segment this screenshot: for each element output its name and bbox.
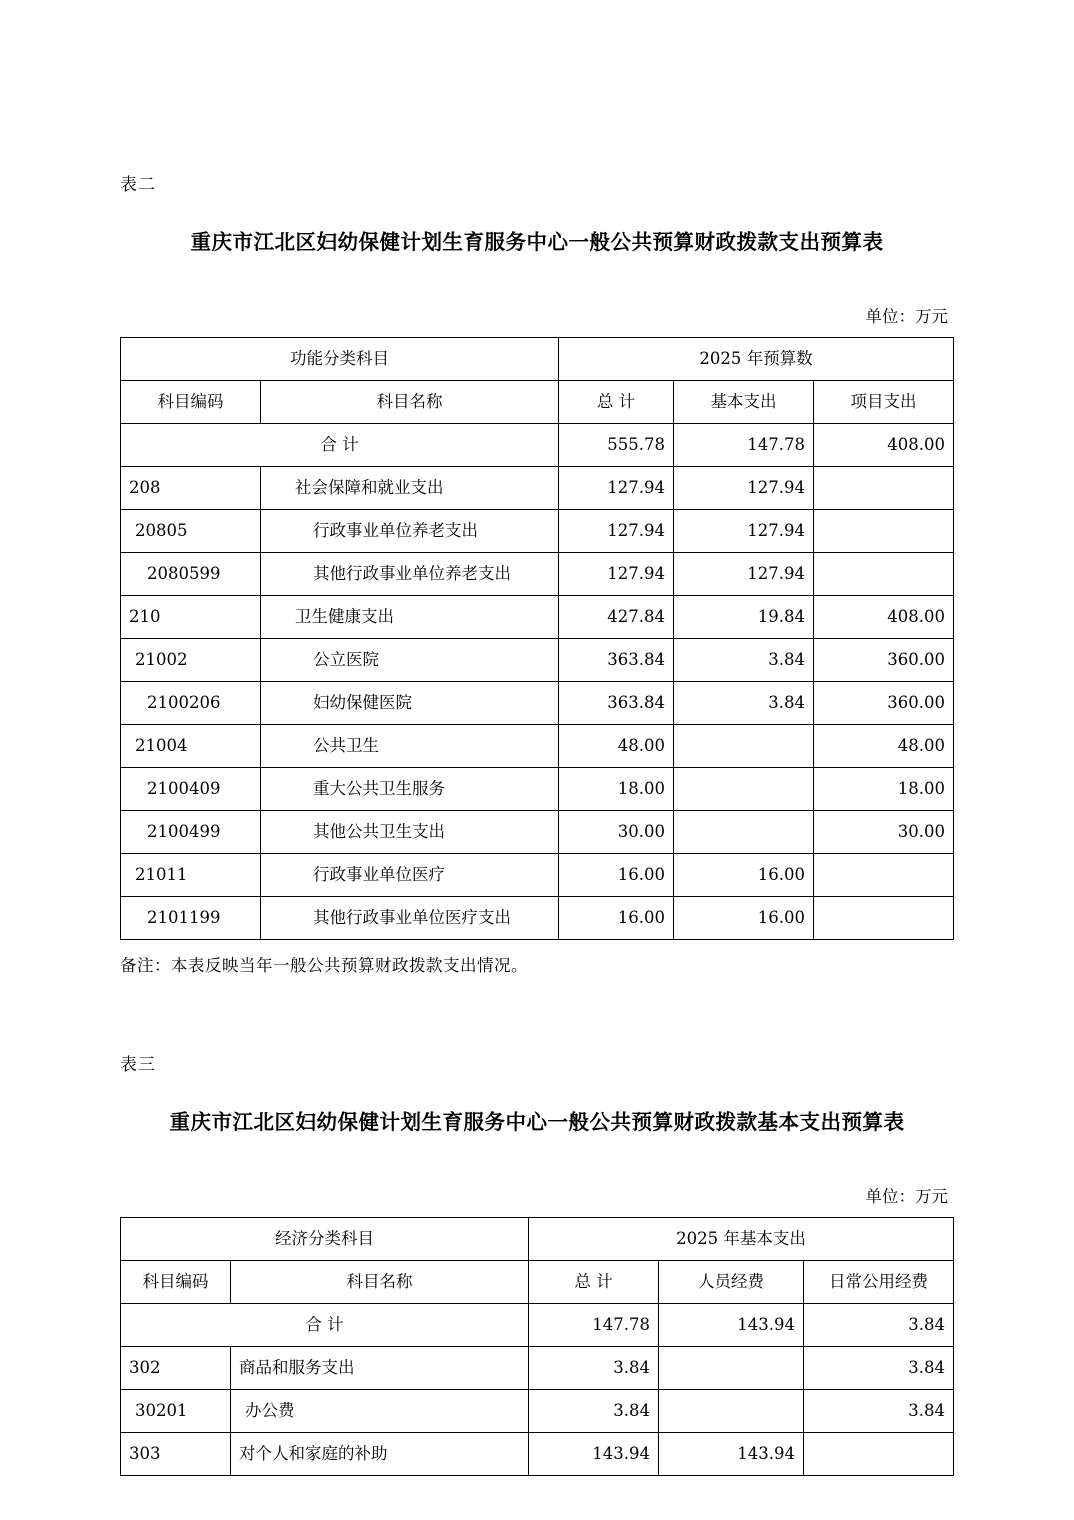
row-total: 3.84 [528,1390,658,1433]
row-project: 360.00 [813,639,953,682]
row-name: 行政事业单位医疗 [261,854,559,897]
row-project [813,467,953,510]
page-title-table-3: 重庆市江北区妇幼保健计划生育服务中心一般公共预算财政拨款基本支出预算表 [169,1110,905,1134]
column-header-code: 科目编码 [121,1261,231,1304]
row-total: 127.94 [558,553,673,596]
row-basic: 3.84 [673,639,813,682]
column-header-personnel: 人员经费 [658,1261,803,1304]
row-project: 48.00 [813,725,953,768]
unit-label-table-3: 单位：万元 [865,1187,948,1206]
table-row [121,897,954,940]
unit-label-table-2: 单位：万元 [865,307,948,326]
row-code: 21011 [121,854,261,897]
column-header-project: 项目支出 [813,381,953,424]
row-code: 2101199 [121,897,261,940]
row-name: 其他行政事业单位养老支出 [261,553,559,596]
row-total: 363.84 [558,639,673,682]
row-total: 48.00 [558,725,673,768]
table-header-row [121,1261,954,1304]
section-spacer [120,976,954,1050]
row-daily: 3.84 [803,1347,953,1390]
row-code: 303 [121,1433,231,1476]
page-title-table-2: 重庆市江北区妇幼保健计划生育服务中心一般公共预算财政拨款支出预算表 [190,230,884,254]
column-header-name: 科目名称 [261,381,559,424]
total-row-project: 408.00 [813,424,953,467]
section-table-2 [120,170,954,976]
header-group-year: 2025 年基本支出 [528,1218,953,1261]
table-total-row [121,1304,954,1347]
table-header-row [121,381,954,424]
row-total: 18.00 [558,768,673,811]
row-project: 360.00 [813,682,953,725]
row-basic: 16.00 [673,854,813,897]
row-personnel [658,1390,803,1433]
row-code: 2100409 [121,768,261,811]
row-basic [673,768,813,811]
column-header-code: 科目编码 [121,381,261,424]
table-row [121,639,954,682]
header-group-year: 2025 年预算数 [558,338,953,381]
row-total: 143.94 [528,1433,658,1476]
column-header-daily: 日常公用经费 [803,1261,953,1304]
total-row-total: 147.78 [528,1304,658,1347]
row-project [813,510,953,553]
row-code: 302 [121,1347,231,1390]
table-header-group-row [121,1218,954,1261]
row-basic [673,811,813,854]
row-personnel [658,1347,803,1390]
row-code: 21004 [121,725,261,768]
row-name: 商品和服务支出 [231,1347,529,1390]
section-tag-table-3: 表三 [120,1055,156,1075]
row-name: 妇幼保健医院 [261,682,559,725]
row-basic: 3.84 [673,682,813,725]
row-project [813,897,953,940]
table-row [121,682,954,725]
row-basic: 16.00 [673,897,813,940]
row-project: 30.00 [813,811,953,854]
row-code: 30201 [121,1390,231,1433]
table-row [121,854,954,897]
row-code: 2100206 [121,682,261,725]
row-name: 社会保障和就业支出 [261,467,559,510]
row-code: 2080599 [121,553,261,596]
row-basic: 127.94 [673,553,813,596]
row-daily [803,1433,953,1476]
total-row-basic: 147.78 [673,424,813,467]
row-project: 18.00 [813,768,953,811]
row-name: 公立医院 [261,639,559,682]
row-basic [673,725,813,768]
row-code: 2100499 [121,811,261,854]
row-total: 30.00 [558,811,673,854]
row-basic: 19.84 [673,596,813,639]
section-tag-table-2: 表二 [120,175,156,195]
row-project [813,854,953,897]
total-row-total: 555.78 [558,424,673,467]
row-name: 对个人和家庭的补助 [231,1433,529,1476]
total-row-label: 合 计 [121,1304,529,1347]
total-row-personnel: 143.94 [658,1304,803,1347]
column-header-basic: 基本支出 [673,381,813,424]
row-name: 公共卫生 [261,725,559,768]
row-code: 21002 [121,639,261,682]
table-row [121,1390,954,1433]
column-header-total: 总 计 [558,381,673,424]
row-name: 办公费 [231,1390,529,1433]
table-row [121,510,954,553]
row-daily: 3.84 [803,1390,953,1433]
row-code: 208 [121,467,261,510]
table-header-group-row [121,338,954,381]
row-code: 20805 [121,510,261,553]
table-row [121,725,954,768]
column-header-name: 科目名称 [231,1261,529,1304]
row-total: 127.94 [558,510,673,553]
header-group-functional: 功能分类科目 [121,338,559,381]
table-row [121,768,954,811]
table-row [121,467,954,510]
table-row [121,811,954,854]
row-name: 卫生健康支出 [261,596,559,639]
row-total: 427.84 [558,596,673,639]
row-total: 16.00 [558,897,673,940]
row-basic: 127.94 [673,510,813,553]
row-total: 127.94 [558,467,673,510]
header-group-economic: 经济分类科目 [121,1218,529,1261]
row-total: 363.84 [558,682,673,725]
row-project: 408.00 [813,596,953,639]
row-name: 行政事业单位养老支出 [261,510,559,553]
total-row-daily: 3.84 [803,1304,953,1347]
budget-table-3 [120,1217,954,1476]
section-table-3 [120,1050,954,1476]
table-row [121,1347,954,1390]
row-personnel: 143.94 [658,1433,803,1476]
table-row [121,596,954,639]
row-total: 16.00 [558,854,673,897]
column-header-total: 总 计 [528,1261,658,1304]
row-name: 其他行政事业单位医疗支出 [261,897,559,940]
row-total: 3.84 [528,1347,658,1390]
row-name: 其他公共卫生支出 [261,811,559,854]
table-row [121,1433,954,1476]
table-total-row [121,424,954,467]
row-project [813,553,953,596]
row-code: 210 [121,596,261,639]
row-basic: 127.94 [673,467,813,510]
budget-table-2 [120,337,954,940]
table-row [121,553,954,596]
row-name: 重大公共卫生服务 [261,768,559,811]
table-note: 备注：本表反映当年一般公共预算财政拨款支出情况。 [120,956,528,975]
total-row-label: 合 计 [121,424,559,467]
